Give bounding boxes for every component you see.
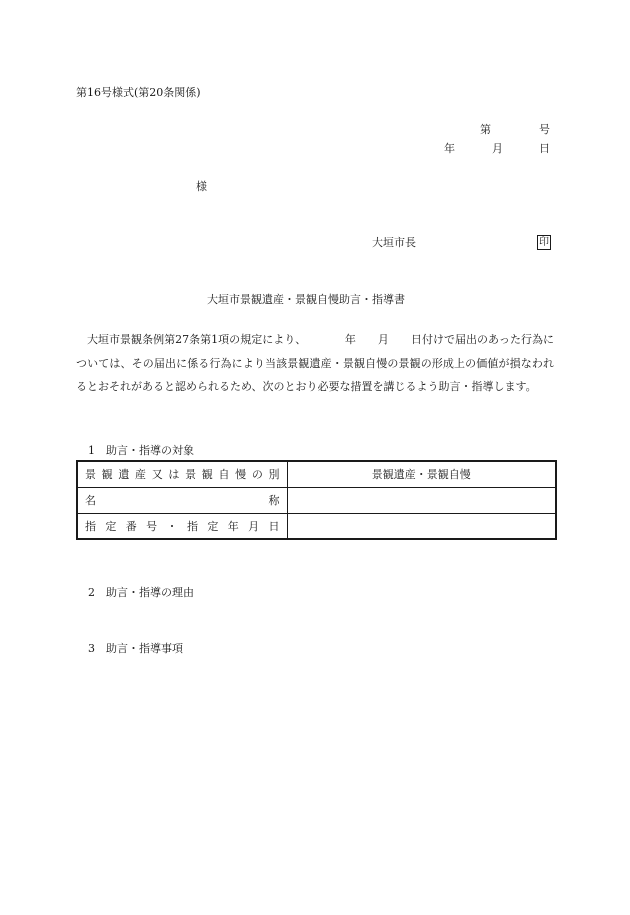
- row-value-designation: [287, 513, 556, 539]
- ref-go-label: 号: [539, 123, 550, 136]
- document-title: 大垣市景観遺産・景観自慢助言・指導書: [207, 293, 405, 306]
- section-heading-target: 1 助言・指導の対象: [88, 444, 194, 457]
- ref-dai-label: 第: [480, 123, 491, 136]
- section-heading-items: 3 助言・指導事項: [88, 642, 183, 655]
- target-table: [76, 460, 557, 540]
- table-row: [77, 487, 556, 513]
- body-paragraph: 大垣市景観条例第27条第1項の規定により、 年 月 日付けで届出のあった行為については、その届出に係る行為により当該景観遺産・景観自慢の景観の形成上の価値が損なわれるとおそれがあると認められるため、次のとおり必要な措置を講じるよう助言・指導します。: [76, 333, 554, 393]
- issuer-name: 大垣市長: [372, 236, 416, 249]
- seal-mark: 印: [539, 237, 549, 248]
- row-value-name: [287, 487, 556, 513]
- table-row: [77, 513, 556, 539]
- form-number: 第16号様式(第20条関係): [76, 86, 201, 99]
- section-heading-reason: 2 助言・指導の理由: [88, 586, 194, 599]
- date-day-label: 日: [539, 142, 550, 155]
- date-year-label: 年: [444, 142, 455, 155]
- addressee-suffix: 様: [196, 180, 207, 193]
- row-label-name: 名称: [77, 487, 287, 513]
- row-label-type: 景観遺産又は景観自慢の別: [77, 461, 287, 487]
- date-month-label: 月: [492, 142, 503, 155]
- table-row: [77, 461, 556, 487]
- row-label-designation: 指定番号・指定年月日: [77, 513, 287, 539]
- row-value-type: 景観遺産・景観自慢: [287, 461, 556, 487]
